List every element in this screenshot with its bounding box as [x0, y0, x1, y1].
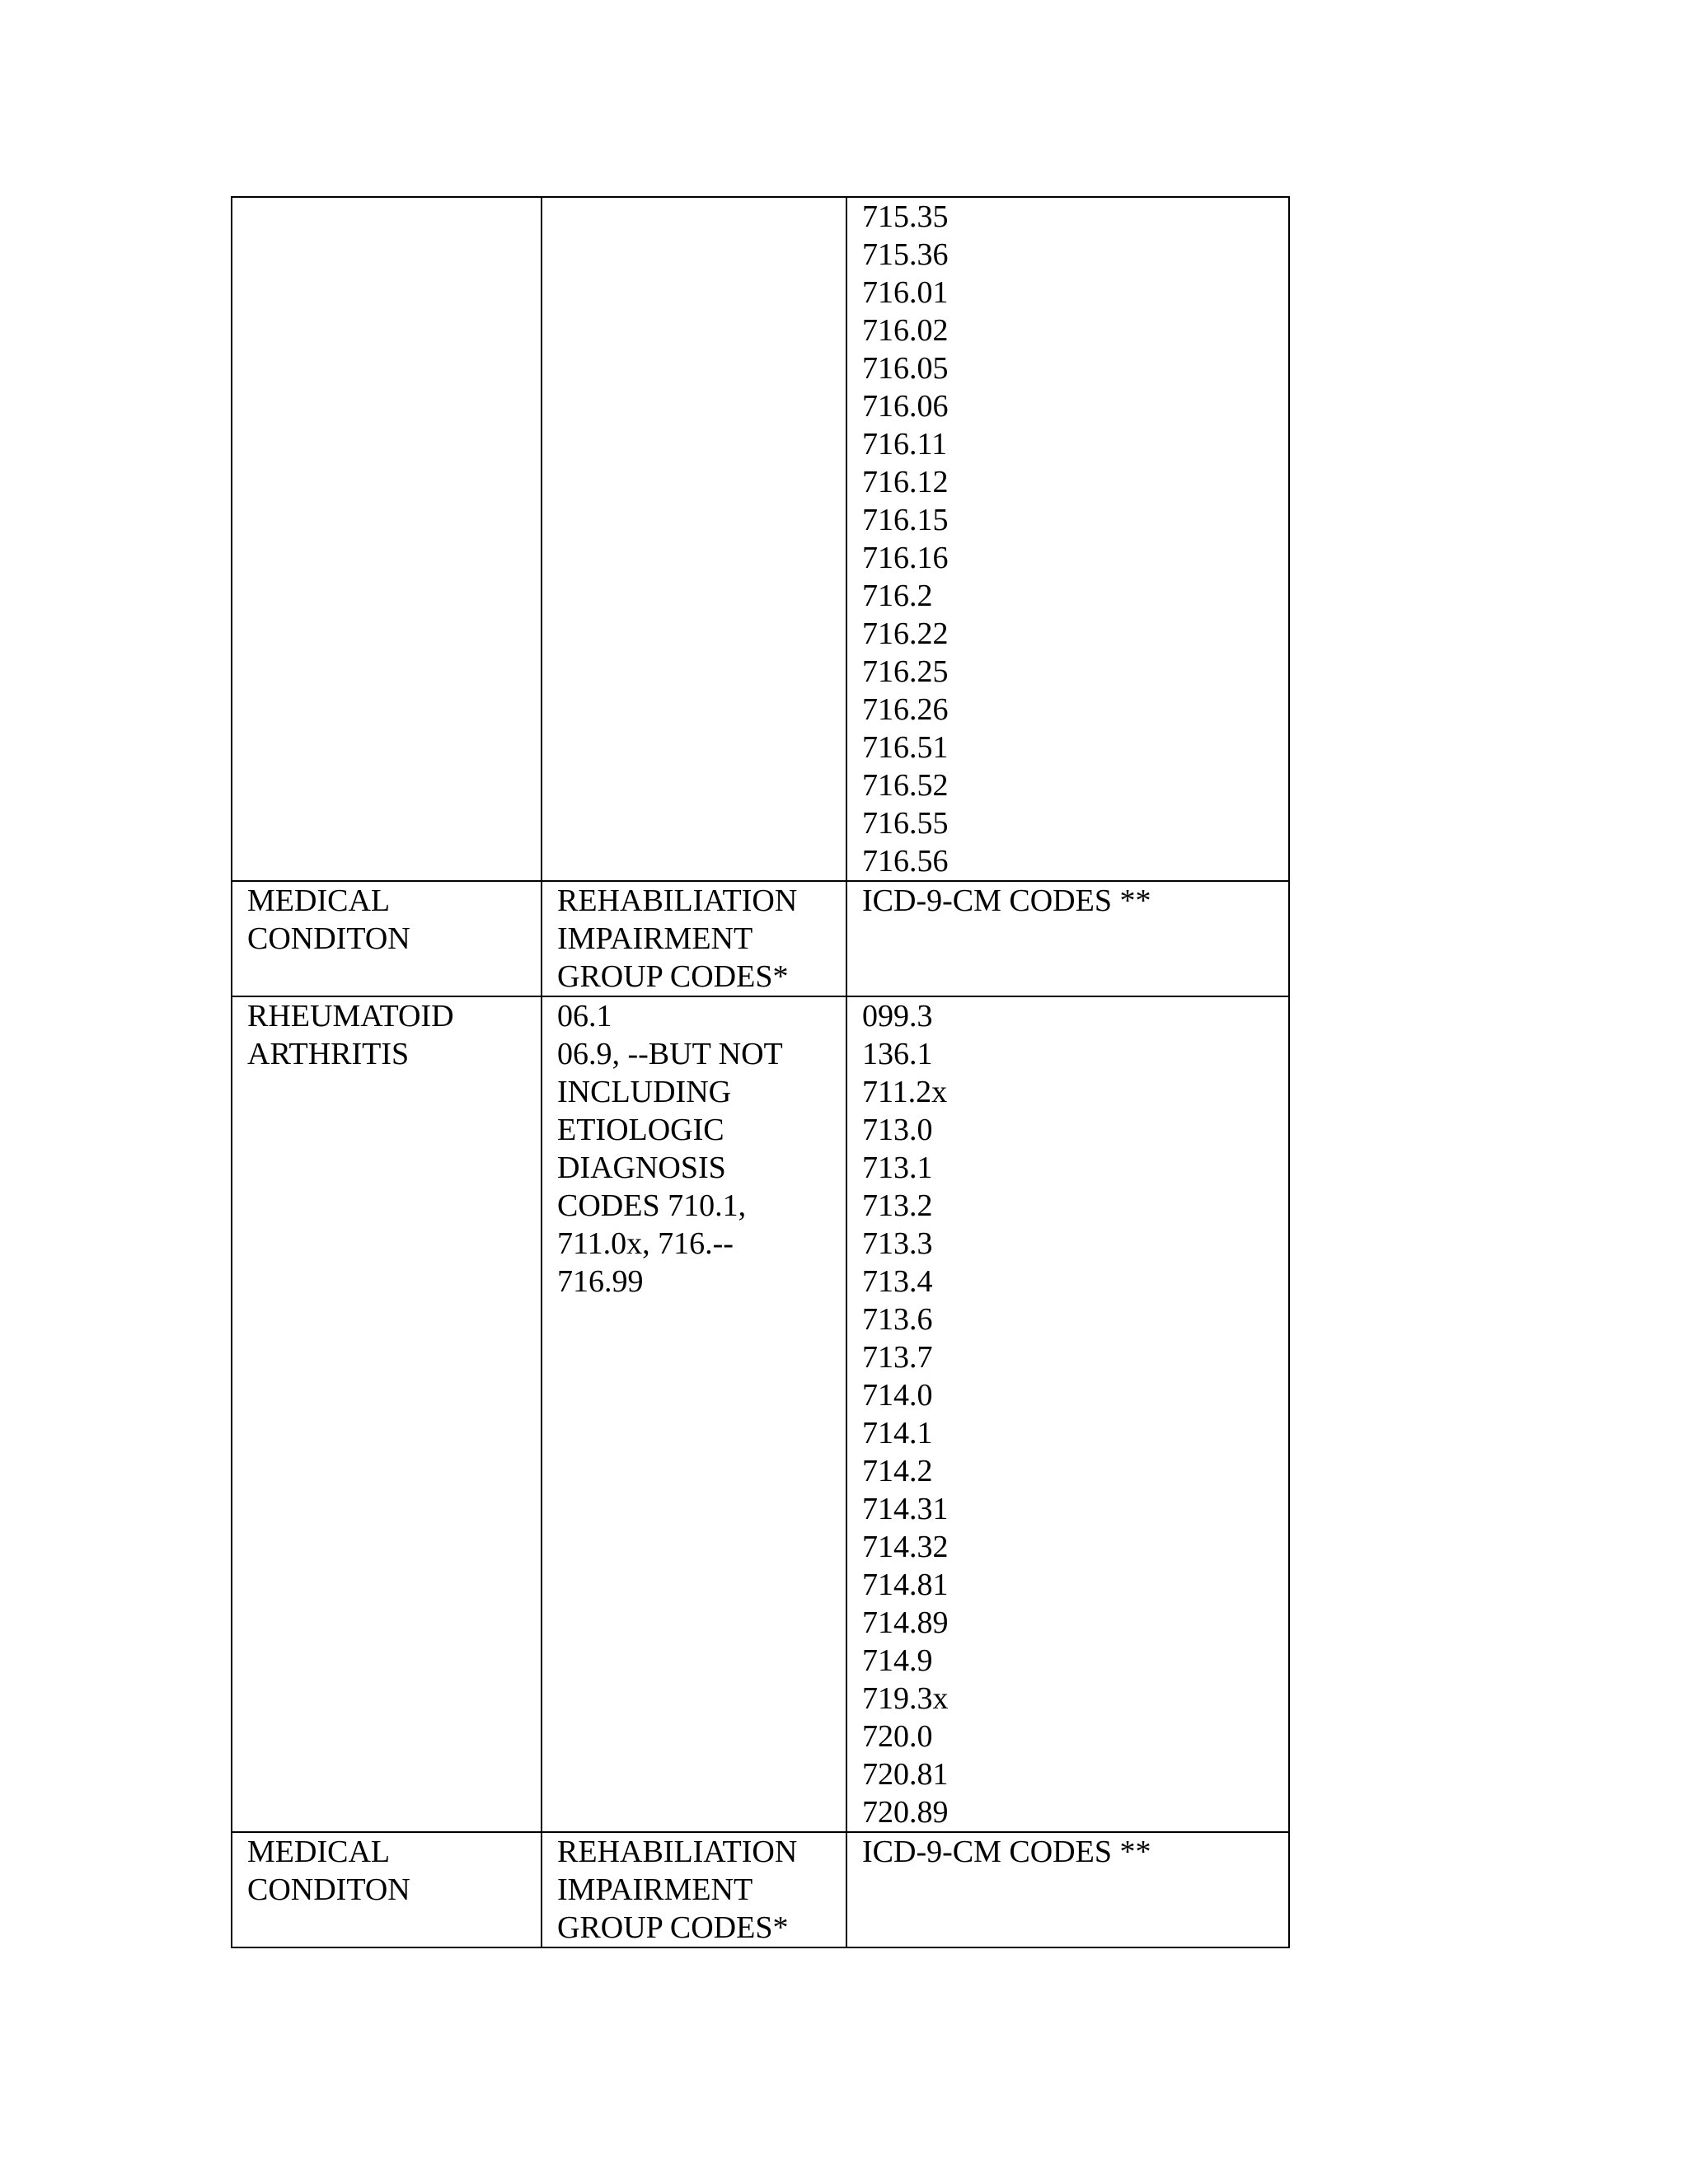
icd-codes-cell [846, 996, 1289, 1832]
cell-line: 716.11 [862, 427, 948, 462]
table-row [232, 996, 1289, 1832]
cell-line: 136.1 [862, 1037, 933, 1071]
header-text [557, 1833, 831, 1947]
cell-line: 713.7 [862, 1340, 933, 1375]
cell-line: 716.25 [862, 654, 949, 689]
rehab-codes-text [557, 997, 831, 1301]
cell-line: CODES 710.1, [557, 1188, 747, 1223]
cell-line: ICD-9-CM CODES ** [862, 883, 1151, 918]
cell-line: REHABILIATION [557, 1835, 798, 1869]
header-text [862, 882, 1273, 920]
cell-line: INCLUDING [557, 1075, 732, 1109]
icd-codes-header [846, 1832, 1289, 1947]
cell-line: 714.89 [862, 1605, 949, 1640]
cell-line: 716.99 [557, 1264, 644, 1299]
icd-codes-header [846, 881, 1289, 996]
cell-line: DIAGNOSIS [557, 1151, 726, 1185]
cell-line: CONDITON [247, 1872, 410, 1907]
cell-line: 713.3 [862, 1226, 933, 1261]
cell-line: 714.81 [862, 1568, 949, 1602]
cell-line: GROUP CODES* [557, 1910, 789, 1945]
header-text [557, 882, 831, 996]
medical-condition-header [232, 881, 542, 996]
cell-line: MEDICAL [247, 883, 391, 918]
cell-line: IMPAIRMENT [557, 921, 753, 956]
cell-line: GROUP CODES* [557, 959, 789, 994]
cell-line: ARTHRITIS [247, 1037, 410, 1071]
rehab-impairment-header [542, 1832, 846, 1947]
cell-line: 099.3 [862, 999, 933, 1033]
cell-line: 716.52 [862, 768, 949, 803]
cell-line: 714.9 [862, 1643, 933, 1678]
cell-line: RHEUMATOID [247, 999, 454, 1033]
cell-line: 715.35 [862, 199, 949, 234]
header-text [247, 1833, 526, 1909]
cell-line: 715.36 [862, 237, 949, 272]
cell-line: 720.89 [862, 1795, 949, 1830]
cell-line: MEDICAL [247, 1835, 391, 1869]
cell-line: 714.1 [862, 1416, 933, 1451]
cell-line: 713.1 [862, 1151, 933, 1185]
table-row [232, 197, 1289, 881]
icd-codes-table [231, 196, 1290, 1948]
cell-line: 714.31 [862, 1492, 949, 1526]
cell-line: 716.06 [862, 389, 949, 424]
cell-line: ETIOLOGIC [557, 1113, 724, 1147]
cell-line: 720.0 [862, 1719, 933, 1754]
cell-line: 716.22 [862, 616, 949, 651]
cell-line: 716.01 [862, 275, 949, 310]
cell-line: 716.2 [862, 579, 933, 613]
condition-cell [232, 197, 542, 881]
cell-line: REHABILIATION [557, 883, 798, 918]
cell-line: 713.4 [862, 1264, 933, 1299]
icd-code-list [862, 997, 1273, 1831]
condition-text [247, 997, 526, 1073]
header-text [247, 882, 526, 958]
table-header-row [232, 881, 1289, 996]
cell-line: 716.55 [862, 806, 949, 841]
cell-line: 716.51 [862, 730, 949, 765]
cell-line: 714.32 [862, 1530, 949, 1564]
cell-line: 716.02 [862, 313, 949, 348]
cell-line: 714.0 [862, 1378, 933, 1413]
cell-line: 716.05 [862, 351, 949, 386]
cell-line: 716.12 [862, 465, 949, 499]
cell-line: 716.56 [862, 844, 949, 879]
icd-codes-cell [846, 197, 1289, 881]
cell-line: 06.9, --BUT NOT [557, 1037, 783, 1071]
cell-line: IMPAIRMENT [557, 1872, 753, 1907]
cell-line: 714.2 [862, 1454, 933, 1488]
cell-line: CONDITON [247, 921, 410, 956]
icd-code-list [862, 198, 1273, 880]
cell-line: 713.2 [862, 1188, 933, 1223]
medical-condition-header [232, 1832, 542, 1947]
cell-line: 713.0 [862, 1113, 933, 1147]
cell-line: 716.26 [862, 692, 949, 727]
rehab-codes-cell [542, 996, 846, 1832]
cell-line: 720.81 [862, 1757, 949, 1792]
cell-line: 716.15 [862, 503, 949, 537]
table-header-row [232, 1832, 1289, 1947]
cell-line: 711.2x [862, 1075, 948, 1109]
rehab-codes-cell [542, 197, 846, 881]
cell-line: 716.16 [862, 541, 949, 575]
condition-cell [232, 996, 542, 1832]
cell-line: 713.6 [862, 1302, 933, 1337]
cell-line: 719.3x [862, 1681, 949, 1716]
cell-line: ICD-9-CM CODES ** [862, 1835, 1151, 1869]
cell-line: 711.0x, 716.-- [557, 1226, 734, 1261]
cell-line: 06.1 [557, 999, 612, 1033]
header-text [862, 1833, 1273, 1871]
rehab-impairment-header [542, 881, 846, 996]
